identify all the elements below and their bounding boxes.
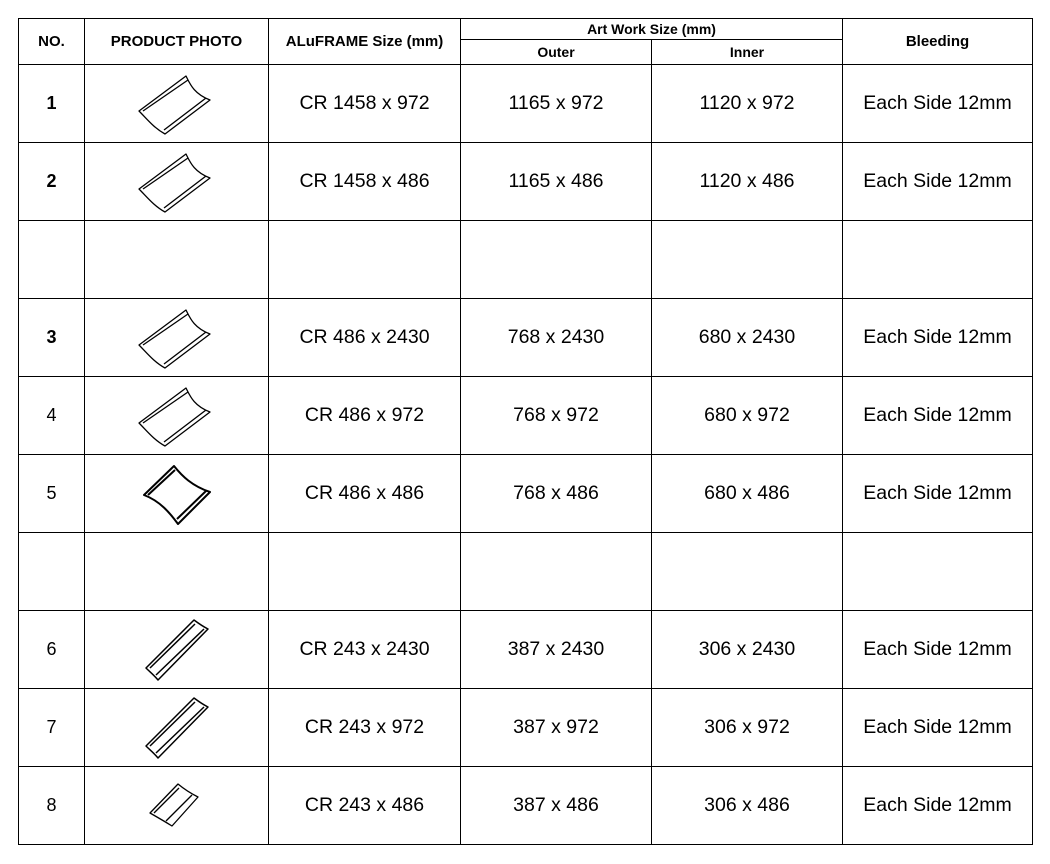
header-bleeding: Bleeding	[843, 19, 1033, 65]
curved-frame-wide-icon	[85, 149, 268, 215]
aluframe-size: CR 486 x 2430	[269, 299, 461, 377]
empty-cell	[269, 221, 461, 299]
empty-cell	[19, 533, 85, 611]
curved-frame-wide-icon	[85, 305, 268, 371]
product-photo	[85, 65, 269, 143]
table-row	[19, 377, 1033, 455]
header-outer: Outer	[461, 40, 652, 65]
artwork-inner: 680 x 972	[652, 377, 843, 455]
aluframe-size: CR 486 x 486	[269, 455, 461, 533]
artwork-inner: 680 x 486	[652, 455, 843, 533]
header-artwork-size: Art Work Size (mm)	[461, 19, 843, 40]
product-photo	[85, 767, 269, 845]
curved-frame-long-icon	[85, 617, 268, 683]
bleeding: Each Side 12mm	[843, 299, 1033, 377]
curved-frame-square-icon	[85, 461, 268, 527]
curved-frame-short-icon	[85, 773, 268, 839]
bleeding: Each Side 12mm	[843, 65, 1033, 143]
header-product-photo: PRODUCT PHOTO	[85, 19, 269, 65]
table-row	[19, 767, 1033, 845]
artwork-outer: 1165 x 486	[461, 143, 652, 221]
empty-cell	[269, 533, 461, 611]
empty-cell	[85, 533, 269, 611]
artwork-inner: 306 x 2430	[652, 611, 843, 689]
table-body	[19, 65, 1033, 845]
artwork-outer: 768 x 2430	[461, 299, 652, 377]
row-number: 6	[19, 611, 85, 689]
artwork-inner: 1120 x 486	[652, 143, 843, 221]
product-photo	[85, 377, 269, 455]
bleeding: Each Side 12mm	[843, 611, 1033, 689]
header-aluframe-size: ALuFRAME Size (mm)	[269, 19, 461, 65]
spacer-row	[19, 221, 1033, 299]
table-row	[19, 455, 1033, 533]
product-photo	[85, 299, 269, 377]
product-photo	[85, 455, 269, 533]
curved-frame-long-icon	[85, 695, 268, 761]
row-number: 4	[19, 377, 85, 455]
bleeding: Each Side 12mm	[843, 455, 1033, 533]
bleeding: Each Side 12mm	[843, 143, 1033, 221]
curved-frame-wide-icon	[85, 383, 268, 449]
artwork-outer: 387 x 972	[461, 689, 652, 767]
product-photo	[85, 143, 269, 221]
empty-cell	[85, 221, 269, 299]
curved-frame-wide-icon	[85, 71, 268, 137]
artwork-outer: 768 x 486	[461, 455, 652, 533]
header-row-top	[19, 19, 1033, 40]
empty-cell	[652, 533, 843, 611]
empty-cell	[461, 533, 652, 611]
table-row	[19, 611, 1033, 689]
bleeding: Each Side 12mm	[843, 689, 1033, 767]
row-number: 1	[19, 65, 85, 143]
spec-table	[18, 18, 1033, 845]
artwork-outer: 387 x 2430	[461, 611, 652, 689]
aluframe-size: CR 486 x 972	[269, 377, 461, 455]
table-row	[19, 143, 1033, 221]
artwork-inner: 306 x 486	[652, 767, 843, 845]
row-number: 2	[19, 143, 85, 221]
aluframe-size: CR 1458 x 486	[269, 143, 461, 221]
row-number: 3	[19, 299, 85, 377]
artwork-inner: 1120 x 972	[652, 65, 843, 143]
table-row	[19, 65, 1033, 143]
aluframe-size: CR 243 x 486	[269, 767, 461, 845]
product-photo	[85, 689, 269, 767]
bleeding: Each Side 12mm	[843, 767, 1033, 845]
table-row	[19, 299, 1033, 377]
empty-cell	[19, 221, 85, 299]
table-row	[19, 689, 1033, 767]
row-number: 8	[19, 767, 85, 845]
artwork-inner: 680 x 2430	[652, 299, 843, 377]
empty-cell	[652, 221, 843, 299]
aluframe-size: CR 243 x 972	[269, 689, 461, 767]
header-inner: Inner	[652, 40, 843, 65]
artwork-inner: 306 x 972	[652, 689, 843, 767]
header-no: NO.	[19, 19, 85, 65]
empty-cell	[843, 221, 1033, 299]
artwork-outer: 768 x 972	[461, 377, 652, 455]
aluframe-size: CR 243 x 2430	[269, 611, 461, 689]
row-number: 7	[19, 689, 85, 767]
spacer-row	[19, 533, 1033, 611]
artwork-outer: 387 x 486	[461, 767, 652, 845]
artwork-outer: 1165 x 972	[461, 65, 652, 143]
row-number: 5	[19, 455, 85, 533]
empty-cell	[843, 533, 1033, 611]
product-photo	[85, 611, 269, 689]
empty-cell	[461, 221, 652, 299]
aluframe-size: CR 1458 x 972	[269, 65, 461, 143]
bleeding: Each Side 12mm	[843, 377, 1033, 455]
